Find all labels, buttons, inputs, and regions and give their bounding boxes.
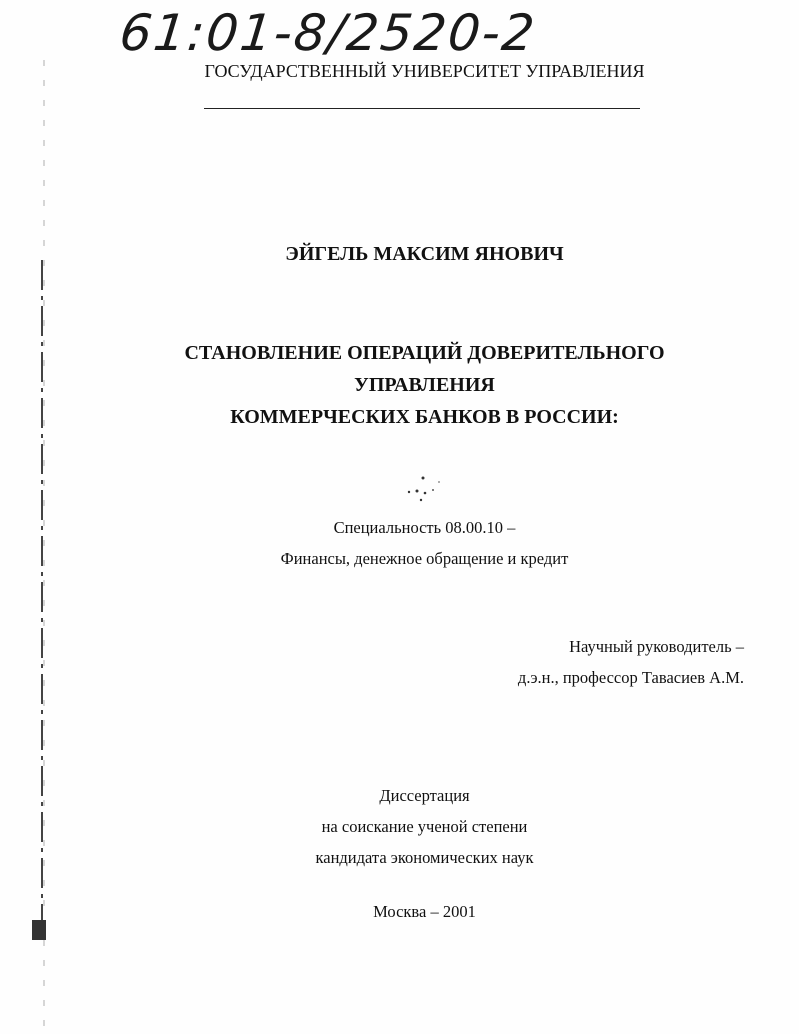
supervisor-name: д.э.н., профессор Тавасиев А.М.: [517, 668, 744, 687]
specialty-name: Финансы, денежное обращение и кредит: [280, 549, 569, 568]
header-divider: [204, 108, 640, 109]
specialty-code: Специальность 08.00.10 –: [333, 518, 516, 537]
author-name: ЭЙГЕЛЬ МАКСИМ ЯНОВИЧ: [285, 243, 564, 265]
supervisor-label: Научный руководитель –: [569, 637, 744, 656]
thesis-degree: кандидата экономических наук: [315, 848, 534, 867]
university-name: ГОСУДАРСТВЕННЫЙ УНИВЕРСИТЕТ УПРАВЛЕНИЯ: [204, 61, 645, 81]
title-line: СТАНОВЛЕНИЕ ОПЕРАЦИЙ ДОВЕРИТЕЛЬНОГО: [184, 342, 665, 364]
handwritten-archive-code: 61:01-8/2520-2: [116, 4, 539, 62]
thesis-purpose: на соискание ученой степени: [321, 817, 528, 836]
scan-specks: [395, 472, 455, 512]
thesis-degree-block: [0, 780, 799, 873]
specialty-block: [0, 512, 799, 574]
supervisor-block: [518, 631, 744, 693]
title-line: КОММЕРЧЕСКИХ БАНКОВ В РОССИИ:: [230, 406, 619, 428]
thesis-type: Диссертация: [379, 786, 470, 805]
city-year: Москва – 2001: [373, 902, 476, 921]
thesis-title: [0, 337, 799, 433]
title-line: УПРАВЛЕНИЯ: [354, 374, 495, 396]
